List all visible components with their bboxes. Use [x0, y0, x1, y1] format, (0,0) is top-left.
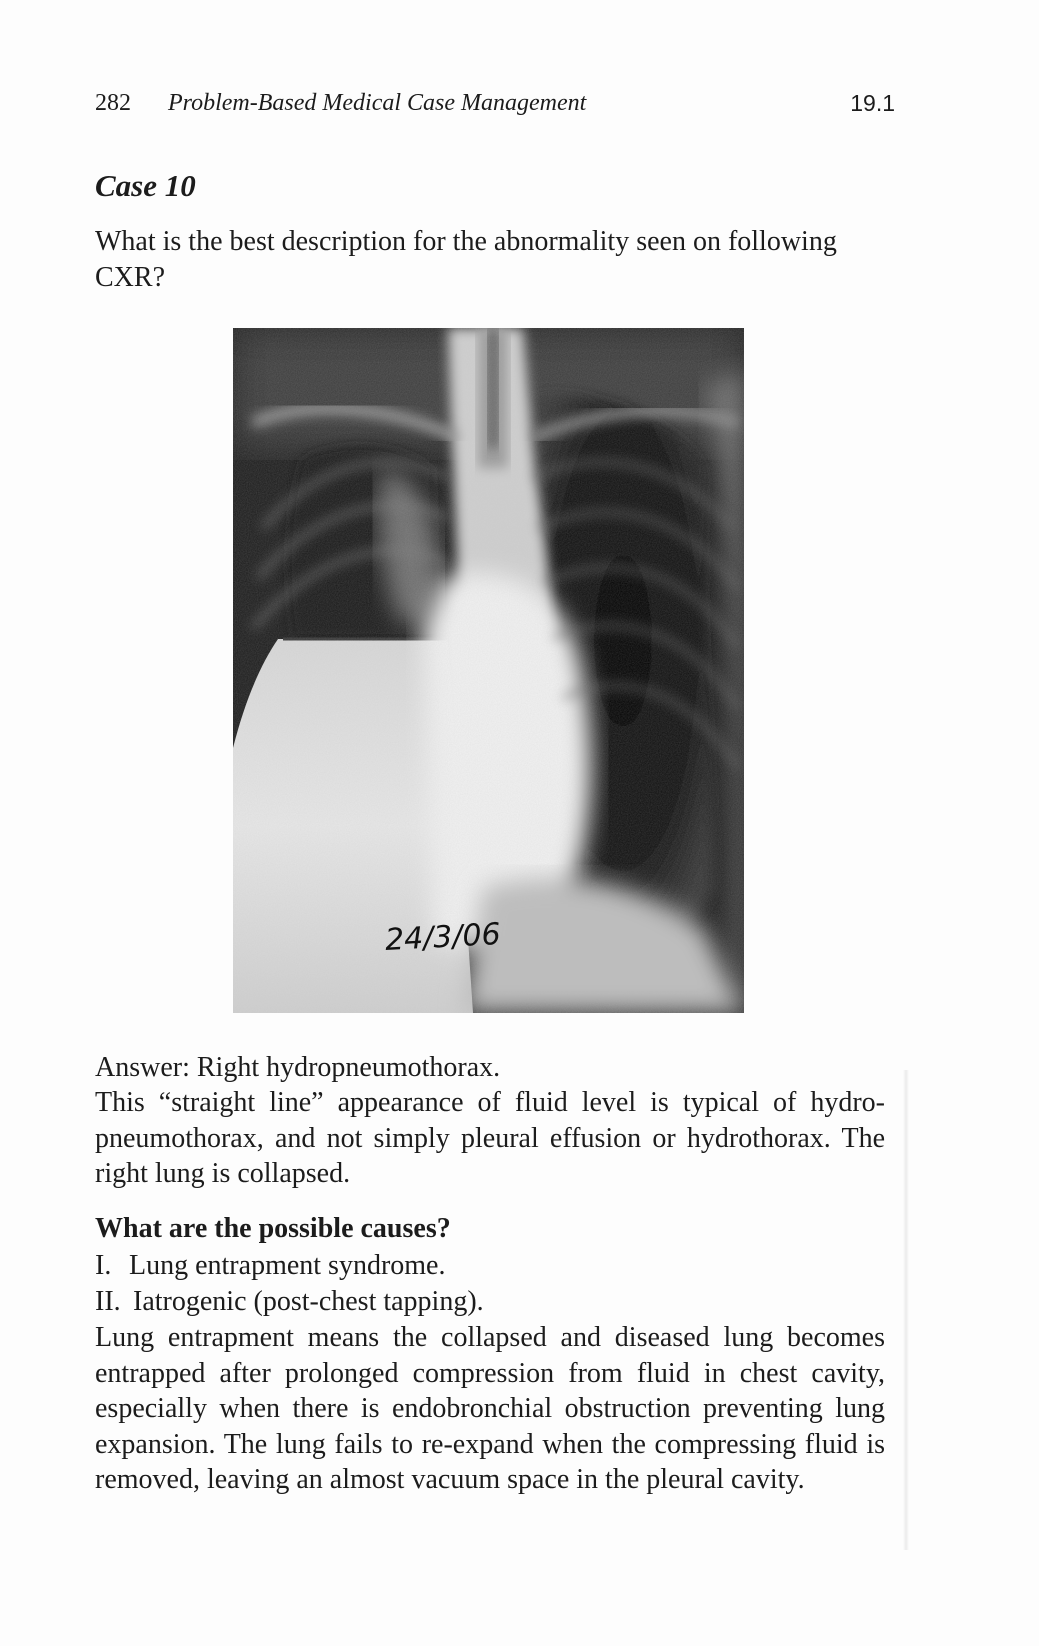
case-title: Case 10 [95, 168, 196, 203]
list-item [95, 1284, 885, 1320]
list-item-number: II. [95, 1285, 121, 1317]
causes-list [95, 1248, 885, 1319]
chest-xray-image [233, 328, 744, 1013]
section-number: 19.1 [850, 90, 895, 116]
book-title: Problem-Based Medical Case Management [168, 90, 587, 116]
answer-explanation: This “straight line” appearance of fluid level is typical of hydro-pneumothorax, and not simply pleural effusion or hydrothorax. The right lung is collapsed. [95, 1087, 885, 1189]
page-number: 282 [95, 90, 131, 116]
xray-handwritten-date: 24/3/06 [384, 916, 502, 958]
list-item-text: Iatrogenic (post-chest tapping). [133, 1285, 484, 1317]
case-question: What is the best description for the abnormality seen on following CXR? [95, 226, 837, 293]
page-edge-shadow [903, 1070, 909, 1550]
answer-line: Answer: Right hydropneumothorax. [95, 1052, 501, 1083]
causes-heading: What are the possible causes? [95, 1213, 451, 1244]
entrapment-explanation: Lung entrapment means the collapsed and diseased lung becomes entrapped after prolonged compression from fluid in chest cavity, especially when there is endobronchial obstruction preventing lung expansion. The lung fails to re-expand when the compressing fluid is removed, leaving an almost vacuum space in the pleural cavity. [95, 1322, 885, 1495]
list-item-text: Lung entrapment syndrome. [129, 1250, 446, 1281]
list-item [95, 1248, 885, 1284]
running-header [95, 90, 895, 122]
list-item-number: I. [95, 1250, 112, 1281]
